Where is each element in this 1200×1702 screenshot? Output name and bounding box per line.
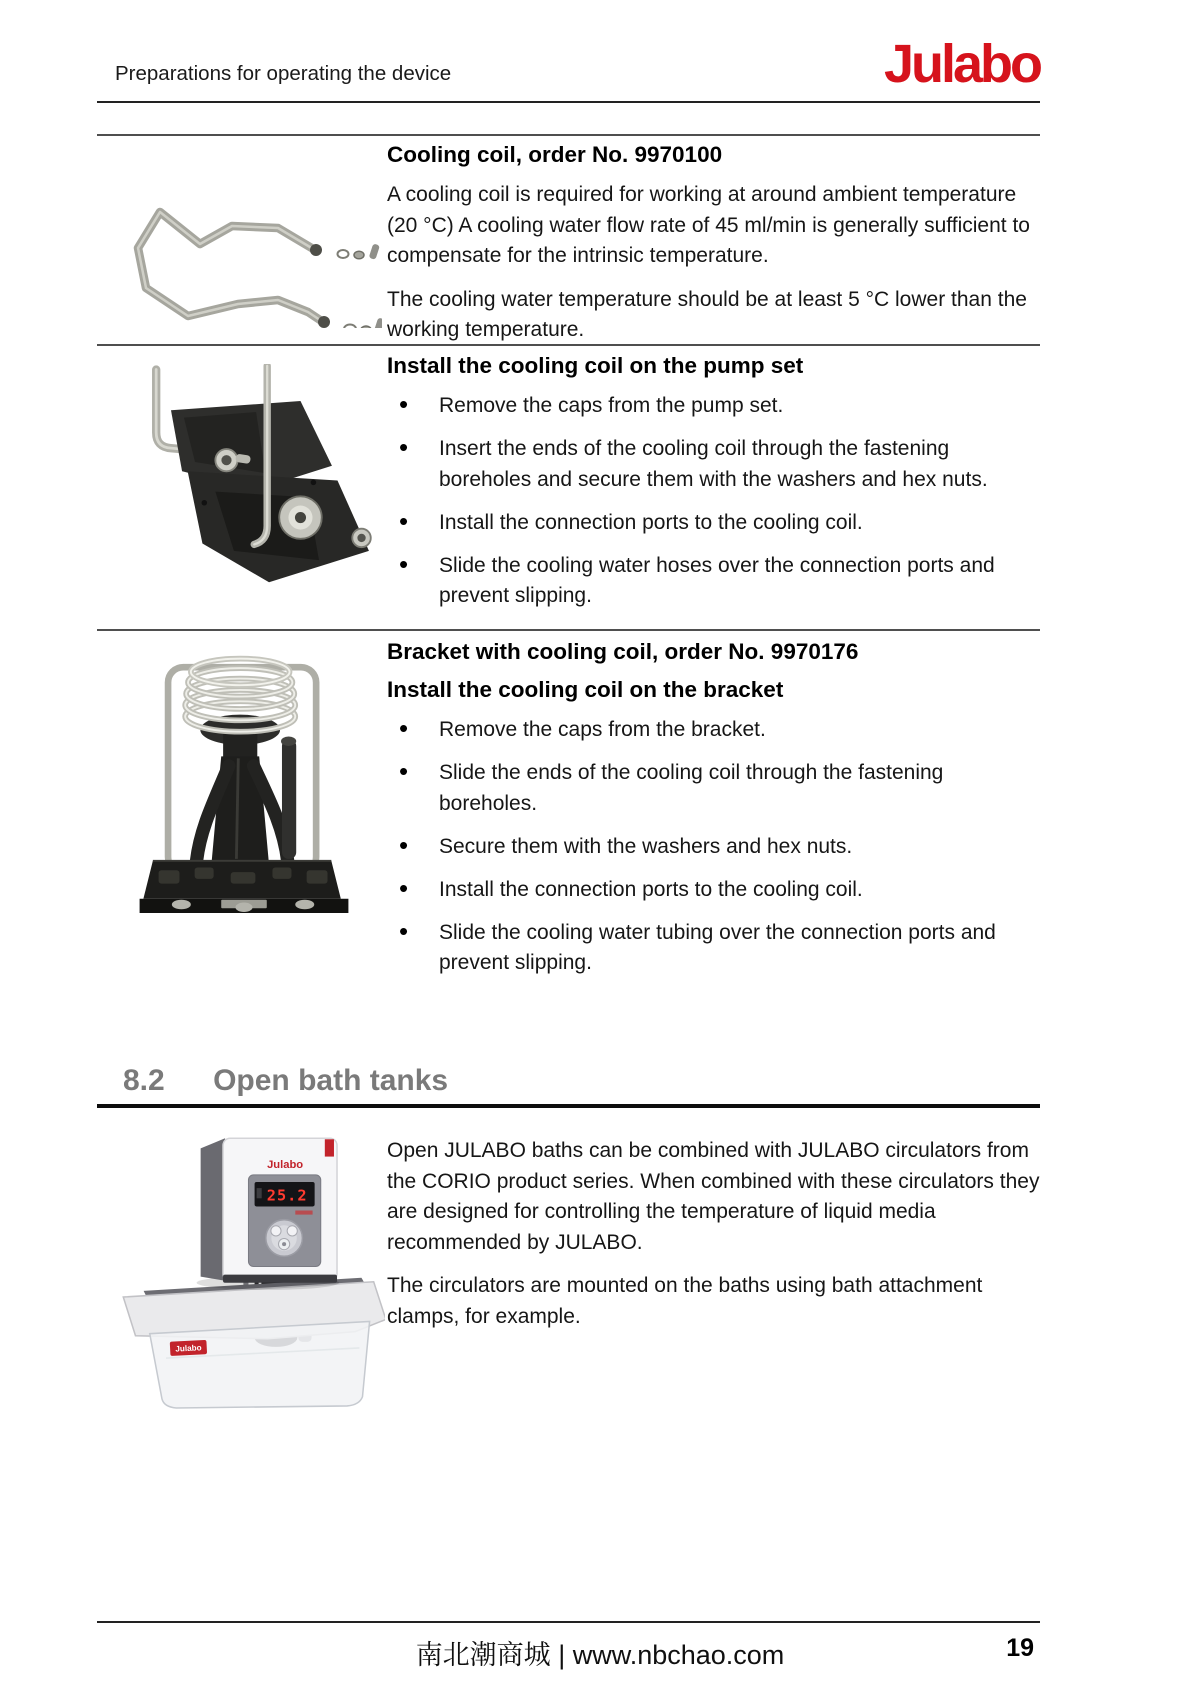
bracket-subheading: Install the cooling coil on the bracket (387, 677, 784, 702)
section-82-heading (97, 1064, 1040, 1098)
list-item-text: Slide the cooling water hoses over the connection ports and prevent slipping. (439, 553, 995, 607)
cooling-coil-paragraphs (387, 180, 1040, 346)
julabo-logo: Julabo (883, 34, 1040, 94)
section-title: Open bath tanks (213, 1064, 449, 1097)
list-item (387, 832, 1040, 863)
bath-brand-label: Julabo (175, 1343, 202, 1354)
list-item-text: Remove the caps from the pump set. (439, 394, 784, 417)
header-rule (97, 101, 1040, 103)
breadcrumb: Preparations for operating the device (115, 62, 452, 85)
section-bracket (97, 631, 1040, 974)
cooling-coil-photo (110, 160, 382, 328)
paragraph: Open JULABO baths can be combined with JULABO circulators from the CORIO product series. When combined with these circulators they are designed for controlling the temperature of liquid media recommended by JULABO. (387, 1139, 1040, 1254)
section-pump-set (97, 346, 1040, 629)
list-item (387, 551, 1040, 612)
list-item (387, 391, 1040, 422)
pump-set-heading: Install the cooling coil on the pump set (387, 353, 804, 378)
open-bath-paragraphs (387, 1136, 1040, 1332)
cooling-coil-illustration (110, 160, 382, 328)
footer-site-text: 南北潮商城 | www.nbchao.com (415, 1640, 785, 1670)
pump-set-photo (117, 364, 385, 586)
list-item-text: Remove the caps from the bracket. (439, 718, 766, 741)
list-item-text: Insert the ends of the cooling coil through the fastening boreholes and secure them with the washers and hex nuts. (439, 437, 988, 491)
pump-set-illustration (117, 364, 385, 586)
section-number: 8.2 (123, 1064, 165, 1097)
open-bath-illustration (115, 1124, 385, 1409)
bracket-heading: Bracket with cooling coil, order No. 9970176 (387, 639, 859, 664)
list-item-text: Install the connection ports to the cooling coil. (439, 510, 863, 534)
bracket-bullet-list (387, 715, 1040, 979)
bracket-coil-photo (131, 633, 357, 913)
temperature-display: 25.2 (266, 1186, 308, 1205)
list-item-text: Install the connection ports to the cooling coil. (439, 877, 863, 901)
list-item (387, 875, 1040, 906)
section-82-rule (97, 1104, 1040, 1108)
section-cooling-coil (97, 136, 1040, 344)
list-item-text: Secure them with the washers and hex nuts. (439, 834, 853, 858)
list-item (387, 918, 1040, 979)
paragraph: The cooling water temperature should be at least 5 °C lower than the working temperature. (387, 287, 1027, 341)
list-item (387, 758, 1040, 819)
list-item (387, 715, 1040, 746)
paragraph: A cooling coil is required for working at around ambient temperature (20 °C) A cooling water flow rate of 45 ml/min is generally sufficient to compensate for the intrinsic temperature. (387, 183, 1030, 267)
paragraph: The circulators are mounted on the baths using bath attachment clamps, for example. (387, 1274, 983, 1328)
list-item (387, 508, 1040, 539)
cooling-coil-heading: Cooling coil, order No. 9970100 (387, 142, 723, 167)
page-number: 19 (1006, 1634, 1034, 1662)
bracket-coil-illustration (131, 633, 357, 913)
section-open-bath (97, 1110, 1040, 1410)
list-item (387, 434, 1040, 495)
list-item-text: Slide the ends of the cooling coil through the fastening boreholes. (439, 761, 944, 815)
list-item-text: Slide the cooling water tubing over the connection ports and prevent slipping. (439, 920, 996, 974)
open-bath-photo (115, 1124, 385, 1409)
footer-rule (97, 1621, 1040, 1623)
circulator-brand-label: Julabo (267, 1158, 304, 1171)
pump-set-bullet-list (387, 391, 1040, 612)
